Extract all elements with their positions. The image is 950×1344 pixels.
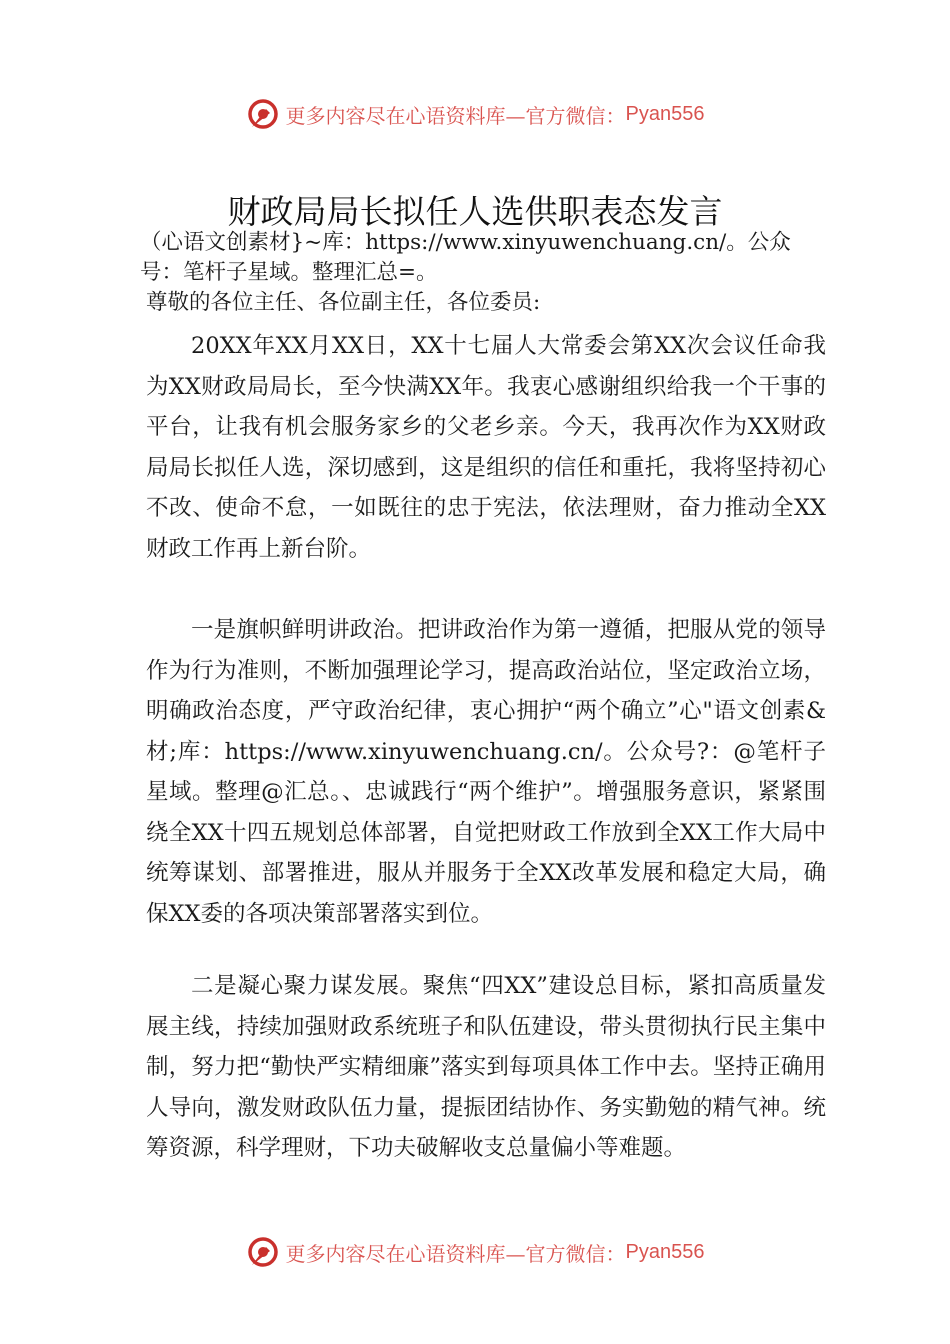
banner-wechat-id: Pyan556 — [625, 102, 705, 125]
pen-logo-icon — [246, 97, 280, 131]
banner-text: 更多内容尽在心语资料库—官方微信： — [285, 1241, 626, 1266]
header-watermark-banner — [0, 92, 950, 136]
salutation: 尊敬的各位主任、各位副主任，各位委员: — [146, 290, 541, 315]
banner-text: 更多内容尽在心语资料库—官方微信： — [285, 103, 626, 128]
paragraph-development: 二是凝心聚力谋发展。聚焦“四XX”建设总目标，紧扣高质量发展主线，持续加强财政系统班子和队伍建设，带头贯彻执行民主集中制，努力把“勤快严实精细廉”落实到每项具体工作中去。坚持正确用人导向，激发财政队伍力量，提振团结协作、务实勤勉的精气神。统筹资源，科学理财，下功夫破解收支总量偏小等难题。 — [146, 973, 826, 1161]
paragraph-politics: 一是旗帜鲜明讲政治。把讲政治作为第一遵循，把服从党的领导作为行为准则，不断加强理论学习，提高政治站位，坚定政治立场，明确政治态度，严守政治纪律，衷心拥护“两个确立”心"语文创素&材;库：https://www.xinyuwenchuang.cn/。公众号?：@笔杆子星域。整理@汇总。、忠诚践行“两个维护”。增强服务意识，紧紧围绕全XX十四五规划总体部署，自觉把财政工作放到全XX工作大局中统筹谋划、部署推进，服从并服务于全XX改革发展和稳定大局，确保XX委的各项决策部署落实到位。 — [146, 617, 826, 927]
banner-wechat-id: Pyan556 — [625, 1240, 705, 1263]
source-note: （心语文创素材}~库：https://www.xinyuwenchuang.cn/。公众号：笔杆子星域。整理汇总=。 — [140, 230, 791, 285]
footer-watermark-banner — [0, 1230, 950, 1274]
document-title: 财政局局长拟任人选供职表态发言 — [227, 192, 723, 231]
pen-logo-icon — [246, 1235, 280, 1269]
paragraph-intro: 20XX年XX月XX日，XX十七届人大常委会第XX次会议任命我为XX财政局局长，至今快满XX年。我衷心感谢组织给我一个干事的平台，让我有机会服务家乡的父老乡亲。今天，我再次作为XX财政局局长拟任人选，深切感到，这是组织的信任和重托，我将坚持初心不改、使命不怠，一如既往的忠于宪法，依法理财，奋力推动全XX财政工作再上新台阶。 — [146, 333, 826, 562]
